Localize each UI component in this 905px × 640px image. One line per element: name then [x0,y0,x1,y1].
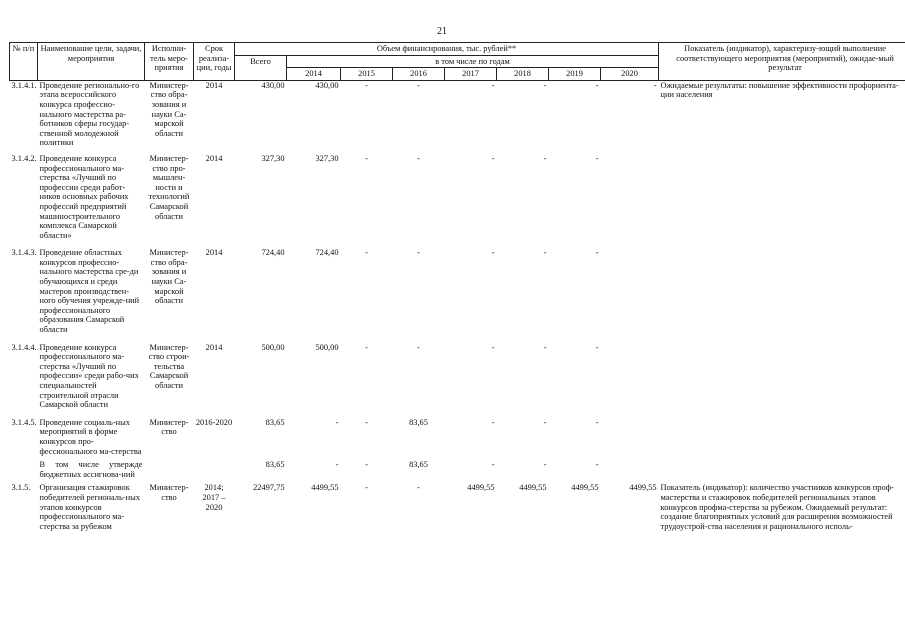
header-year: 2019 [549,68,601,81]
row-year-value: - [417,342,420,352]
row-name: Проведение областных конкурсов профессио-нального мастерства сре-ди обучающихся и среди мастеров производствен-ного обучения учрежде-ний профессионального образования Самарской области [39,248,140,335]
row-name: Проведение конкурса профессионального ма-стерства «Лучший по профессии среди работ-ников основных рабочих профессий предприятий машиностроительного комплекса Самарской области» [39,153,129,240]
row-indicator: Показатель (индикатор): количество участников конкурсов проф-мастерства и стажировок победителей региональных этапов конкурсов профма-стерства за рубежом. Ожидаемый результат: создание благоприятных условий для расширения возможностей трудоустрой-ства населения и рационального исполь- [660,483,894,531]
row-year-value: - [491,417,495,427]
row-name: Проведение регионально-го этапа всероссийского конкурса профессио-нального мастерства ра-ботников сферы государ-ственной молодежной политики [39,80,140,148]
row-executor: Министер-ство про-мышлен-ности и технологий Самарской области [148,153,190,221]
table-body [10,80,905,537]
row-year-value: - [417,483,420,493]
header-year: 2020 [601,68,659,81]
row-year-value: - [543,342,547,352]
row-year-value: - [653,80,657,90]
row-year-value: - [595,153,599,163]
row-year-value: - [365,417,368,427]
row-num [10,460,38,479]
row-executor: Министер-ство строи-тельства Самарской области [148,342,190,390]
row-year-value: - [595,342,599,352]
row-year-value: - [417,80,420,90]
header-total: Всего [235,55,287,80]
row-year-value: 4499,55 [571,483,599,493]
row-year-value: - [335,417,339,427]
row-year-value: 4499,55 [629,483,657,493]
header-year: 2016 [393,68,445,81]
row-indicator [659,154,905,240]
row-term: 2014 [205,342,223,352]
row-year-value: - [365,248,368,258]
table-row [10,418,905,456]
row-total: 83,65 [265,417,285,427]
row-year-value: 83,65 [409,460,428,470]
header-year: 2015 [341,68,393,81]
row-name: Проведение конкурса профессионального ма-стерства «Лучший по профессии» среди рабо-чих специальностей строительной отрасли Самарской области [39,342,139,410]
header-year: 2018 [497,68,549,81]
row-year-value: - [365,342,368,352]
table-row [10,248,905,334]
row-term: 2014; 2017 – 2020 [202,483,226,512]
header-by-years: в том числе по годам [287,55,659,68]
row-year-value: - [417,153,420,163]
row-year-value: 4499,55 [467,483,495,493]
row-name: В том числе утвержде бюджетных ассигнова-ний [39,460,143,479]
row-year-value: - [595,417,599,427]
row-num: 3.1.4.3. [11,248,37,258]
row-year-value: - [543,80,547,90]
page-number: 21 [437,26,447,37]
row-total: 430,00 [261,80,285,90]
row-total: 83,65 [265,460,285,470]
row-term: 2014 [205,80,223,90]
row-name: Организация стажировок победителей региональ-ных этапов конкурсов профессионального ма-стерства за рубежом [39,483,140,531]
row-year-value [601,154,659,240]
row-year-value: - [543,248,547,258]
row-year-value: - [543,153,547,163]
row-executor: Министер-ство [149,483,189,502]
row-year-value: - [595,80,599,90]
row-year-value: - [491,153,495,163]
funding-table [9,42,905,537]
row-year-value: - [595,460,599,470]
header-indicator: Показатель (индикатор), характеризу-ющий выполнение соответствующего мероприятия (мероприятий), ожидае-мый результат [659,43,905,81]
row-year-value: - [543,417,547,427]
row-term [194,460,235,479]
table-row [10,460,905,479]
table-row [10,154,905,240]
row-num: 3.1.4.1. [11,80,37,90]
row-year-value: 83,65 [409,417,428,427]
row-indicator [659,418,905,456]
row-year-value: 724,40 [315,248,339,258]
header-term: Срок реализа-ции, годы [194,43,235,81]
row-year-value: - [595,248,599,258]
row-year-value: - [365,483,368,493]
row-executor: Министер-ство обра-зования и науки Са-марской области [149,248,189,306]
row-term: 2014 [205,248,223,258]
row-year-value: - [365,80,368,90]
table-row [10,483,905,531]
row-year-value: - [491,248,495,258]
row-num: 3.1.5. [11,483,31,493]
row-term: 2016-2020 [195,417,233,427]
row-executor [145,460,194,479]
row-executor: Министер-ство [149,417,189,437]
row-total: 22497,75 [253,483,285,493]
row-year-value [601,248,659,334]
row-indicator: Ожидаемые результаты: повышение эффективности профориента-ции населения [660,80,899,100]
row-num: 3.1.4.5. [11,417,37,427]
row-year-value: - [335,460,339,470]
table-row [10,80,905,148]
row-year-value: - [365,460,368,470]
row-year-value [601,460,659,479]
row-indicator [659,248,905,334]
header-executor: Исполни-тель меро-приятия [145,43,194,81]
row-total: 327,30 [261,153,285,163]
table-header [10,43,905,81]
row-year-value: 327,30 [315,153,339,163]
row-year-value: - [543,460,547,470]
row-year-value: - [491,342,495,352]
row-year-value: 4499,55 [519,483,547,493]
table-row [10,343,905,410]
header-year: 2014 [287,68,341,81]
row-num: 3.1.4.2. [11,153,37,163]
row-term: 2014 [205,153,223,163]
row-year-value: 500,00 [315,342,339,352]
row-total: 724,40 [261,248,285,258]
row-year-value [601,418,659,456]
row-year-value: - [491,460,495,470]
row-year-value: 430,00 [315,80,339,90]
header-name: Наименование цели, задачи, мероприятия [38,43,145,81]
row-executor: Министер-ство обра-зования и науки Са-марской области [149,80,189,138]
header-funding: Объем финансирования, тыс. рублей** [235,43,659,56]
row-year-value: - [365,153,368,163]
row-year-value: - [491,80,495,90]
row-indicator [659,460,905,479]
header-year: 2017 [445,68,497,81]
row-indicator [659,343,905,410]
header-num: № п/п [10,43,38,81]
row-num: 3.1.4.4. [11,342,37,352]
row-year-value: 4499,55 [311,483,339,493]
row-year-value: - [417,248,420,258]
row-total: 500,00 [261,342,285,352]
row-name: Проведение социаль-ных мероприятий в форме конкурсов про-фессионального ма-стерства [39,417,142,456]
row-year-value [601,343,659,410]
